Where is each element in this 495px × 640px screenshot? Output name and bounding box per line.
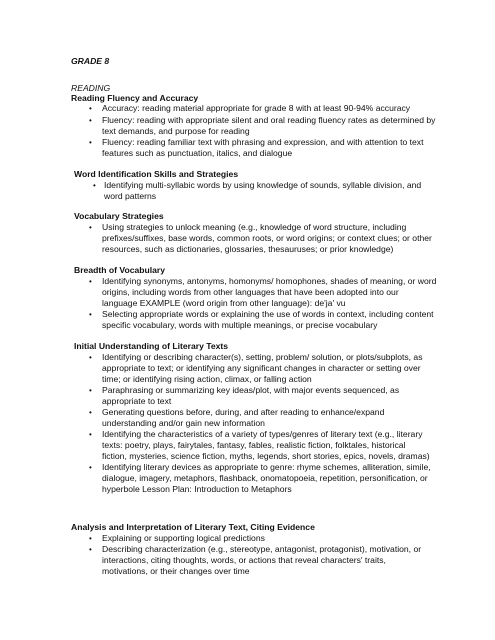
bullet-text: Fluency: reading familiar text with phrasing and expression, and with attention to text [102,137,424,147]
bullet-text: time; or identifying rising action, climax, or falling action [102,374,312,384]
bullet: • [93,181,96,190]
bullet-text: Using strategies to unlock meaning (e.g., knowledge of word structure, including [102,222,407,232]
bullet-text: texts: poetry, plays, fairytales, fantasy, fables, realistic fiction, folktales, historical [102,440,406,450]
bullet-text: Identifying literary devices as appropriate to genre: rhyme schemes, alliteration, simile, [102,462,431,472]
bullet-text: interactions, citing thoughts, words, or actions that reveal characters' traits, [102,555,386,565]
bullet-text: Fluency: reading with appropriate silent and oral reading fluency rates as determined by [102,115,436,125]
heading-breadth-of-vocabulary: Breadth of Vocabulary [74,265,166,275]
bullet-text: language EXAMPLE (word origin from other language): de'ja' vu [102,298,346,308]
bullet: • [89,430,92,439]
bullet-text: Explaining or supporting logical predictions [102,533,265,543]
bullet-text: Selecting appropriate words or explaining the use of words in context, including content [102,309,434,319]
bullet-text: origins, including words from other languages that have been adopted into our [102,287,399,297]
bullet-text: word patterns [104,191,157,201]
bullet: • [89,138,92,147]
heading-analysis-interpretation: Analysis and Interpretation of Literary Text, Citing Evidence [71,522,315,532]
bullet-text: hyperbole Lesson Plan: Introduction to Metaphors [102,484,292,494]
bullet-text: text demands, and purpose for reading [102,126,250,136]
bullet: • [89,310,92,319]
bullet-text: Identifying or describing character(s), setting, problem/ solution, or plots/subplots, as [102,352,423,362]
heading-word-identification: Word Identification Skills and Strategies [74,169,239,179]
bullet-text: appropriate to text; or identifying any significant changes in character or setting over [102,363,421,373]
bullet: • [89,353,92,362]
bullet-text: Identifying multi-syllabic words by using knowledge of sounds, syllable division, and [104,180,422,190]
bullet-text: dialogue, imagery, metaphors, flashback, onomatopoeia, repetition, personification, or [102,473,428,483]
bullet-text: features such as punctuation, italics, and dialogue [102,148,293,158]
bullet-text: Describing characterization (e.g., stereotype, antagonist, protagonist), motivation, or [102,544,422,554]
bullet-text: prefixes/suffixes, base words, common roots, or word origins; or context clues; or other [102,233,432,243]
bullet-text: resources, such as dictionaries, glossaries, thesauruses; or prior knowledge) [102,244,394,254]
heading-reading-fluency: Reading Fluency and Accuracy [71,93,199,103]
bullet-text: understanding and/or gain new information [102,418,265,428]
bullet: • [89,104,92,113]
bullet-text: Generating questions before, during, and after reading to enhance/expand [102,407,385,417]
bullet: • [89,277,92,286]
bullet: • [89,223,92,232]
grade-title: GRADE 8 [71,56,110,66]
bullet: • [89,534,92,543]
bullet-text: specific vocabulary, words with multiple meanings, or precise vocabulary [102,320,378,330]
section-label: READING [71,83,111,93]
bullet-text: Paraphrasing or summarizing key ideas/plot, with major events sequenced, as [102,385,400,395]
bullet: • [89,408,92,417]
bullet-text: Identifying synonyms, antonyms, homonyms/ homophones, shades of meaning, or word [102,276,437,286]
bullet: • [89,116,92,125]
bullet: • [89,545,92,554]
bullet-text: appropriate to text [102,396,172,406]
bullet: • [89,463,92,472]
heading-initial-understanding: Initial Understanding of Literary Texts [74,341,229,351]
bullet: • [89,386,92,395]
bullet-text: motivations, or their changes over time [102,566,250,576]
bullet-text: fiction, mysteries, science fiction, myths, legends, short stories, epics, novels, dramas) [102,451,430,461]
bullet-text: Identifying the characteristics of a variety of types/genres of literary text (e.g., literary [102,429,423,439]
heading-vocabulary-strategies: Vocabulary Strategies [74,211,164,221]
bullet-text: Accuracy: reading material appropriate for grade 8 with at least 90-94% accuracy [102,103,411,113]
